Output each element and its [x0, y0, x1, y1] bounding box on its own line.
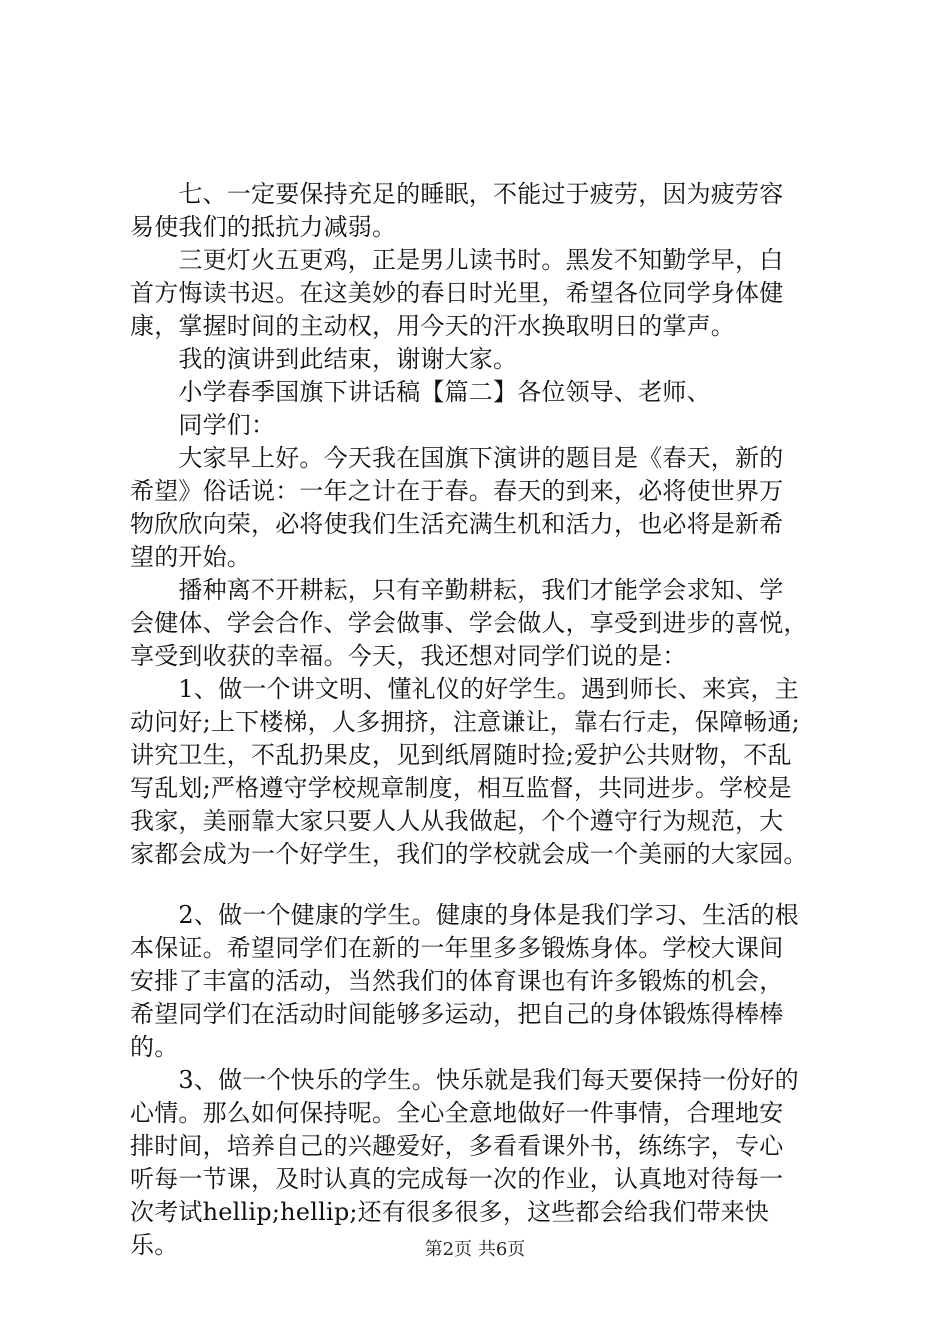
text-line: 听每一节课，及时认真的完成每一次的作业，认真地对待每一 — [130, 1165, 784, 1193]
text-line: 七、一定要保持充足的睡眠，不能过于疲劳，因为疲劳容 — [130, 180, 784, 208]
text-line: 本保证。希望同学们在新的一年里多多锻炼身体。学校大课间 — [130, 934, 784, 962]
text-line: 动问好;上下楼梯，人多拥挤，注意谦让，靠右行走，保障畅通; — [130, 708, 800, 736]
text-line: 家都会成为一个好学生，我们的学校就会成一个美丽的大家园。 — [130, 840, 808, 868]
text-line: 讲究卫生，不乱扔果皮，见到纸屑随时捡;爱护公共财物，不乱 — [130, 741, 792, 769]
text-line: 大家早上好。今天我在国旗下演讲的题目是《春天，新的 — [130, 444, 784, 472]
text-line: 首方悔读书迟。在这美妙的春日时光里，希望各位同学身体健 — [130, 279, 784, 307]
page-number-footer: 第2页 共6页 — [424, 1239, 526, 1260]
text-line: 我的演讲到此结束，谢谢大家。 — [130, 345, 518, 373]
text-line: 希望》俗话说：一年之计在于春。春天的到来，必将使世界万 — [130, 477, 784, 505]
text-line: 1、做一个讲文明、懂礼仪的好学生。遇到师长、来宾，主 — [130, 675, 799, 703]
paragraph-gap — [130, 871, 850, 899]
text-line: 3、做一个快乐的学生。快乐就是我们每天要保持一份好的 — [130, 1066, 799, 1094]
text-line: 排时间，培养自己的兴趣爱好，多看看课外书，练练字，专心 — [130, 1132, 784, 1160]
text-line: 同学们： — [130, 411, 276, 439]
text-line: 希望同学们在活动时间能够多运动，把自己的身体锻炼得棒棒 — [130, 1000, 784, 1028]
text-line: 2、做一个健康的学生。健康的身体是我们学习、生活的根 — [130, 901, 799, 929]
document-body — [130, 178, 850, 1262]
text-line: 安排了丰富的活动，当然我们的体育课也有许多锻炼的机会， — [130, 967, 784, 995]
text-line: 写乱划;严格遵守学校规章制度，相互监督，共同进步。学校是 — [130, 774, 792, 802]
text-line: 的。 — [130, 1033, 179, 1061]
text-line: 会健体、学会合作、学会做事、学会做人，享受到进步的喜悦， — [130, 609, 808, 637]
text-line: 播种离不开耕耘，只有辛勤耕耘，我们才能学会求知、学 — [130, 576, 784, 604]
text-line: 我家，美丽靠大家只要人人从我做起，个个遵守行为规范，大 — [130, 807, 784, 835]
text-line: 康，掌握时间的主动权，用今天的汗水换取明日的掌声。 — [130, 312, 735, 340]
text-line: 物欣欣向荣，必将使我们生活充满生机和活力，也必将是新希 — [130, 510, 784, 538]
text-line: 乐。 — [130, 1231, 179, 1259]
text-line: 三更灯火五更鸡，正是男儿读书时。黑发不知勤学早，白 — [130, 246, 784, 274]
text-line: 次考试hellip;hellip;还有很多很多，这些都会给我们带来快 — [130, 1198, 770, 1226]
text-line: 享受到收获的幸福。今天，我还想对同学们说的是： — [130, 642, 687, 670]
text-line: 望的开始。 — [130, 543, 251, 571]
text-line: 易使我们的抵抗力减弱。 — [130, 213, 397, 241]
text-line: 小学春季国旗下讲话稿【篇二】各位领导、老师、 — [130, 378, 711, 406]
text-line: 心情。那么如何保持呢。全心全意地做好一件事情，合理地安 — [130, 1099, 784, 1127]
